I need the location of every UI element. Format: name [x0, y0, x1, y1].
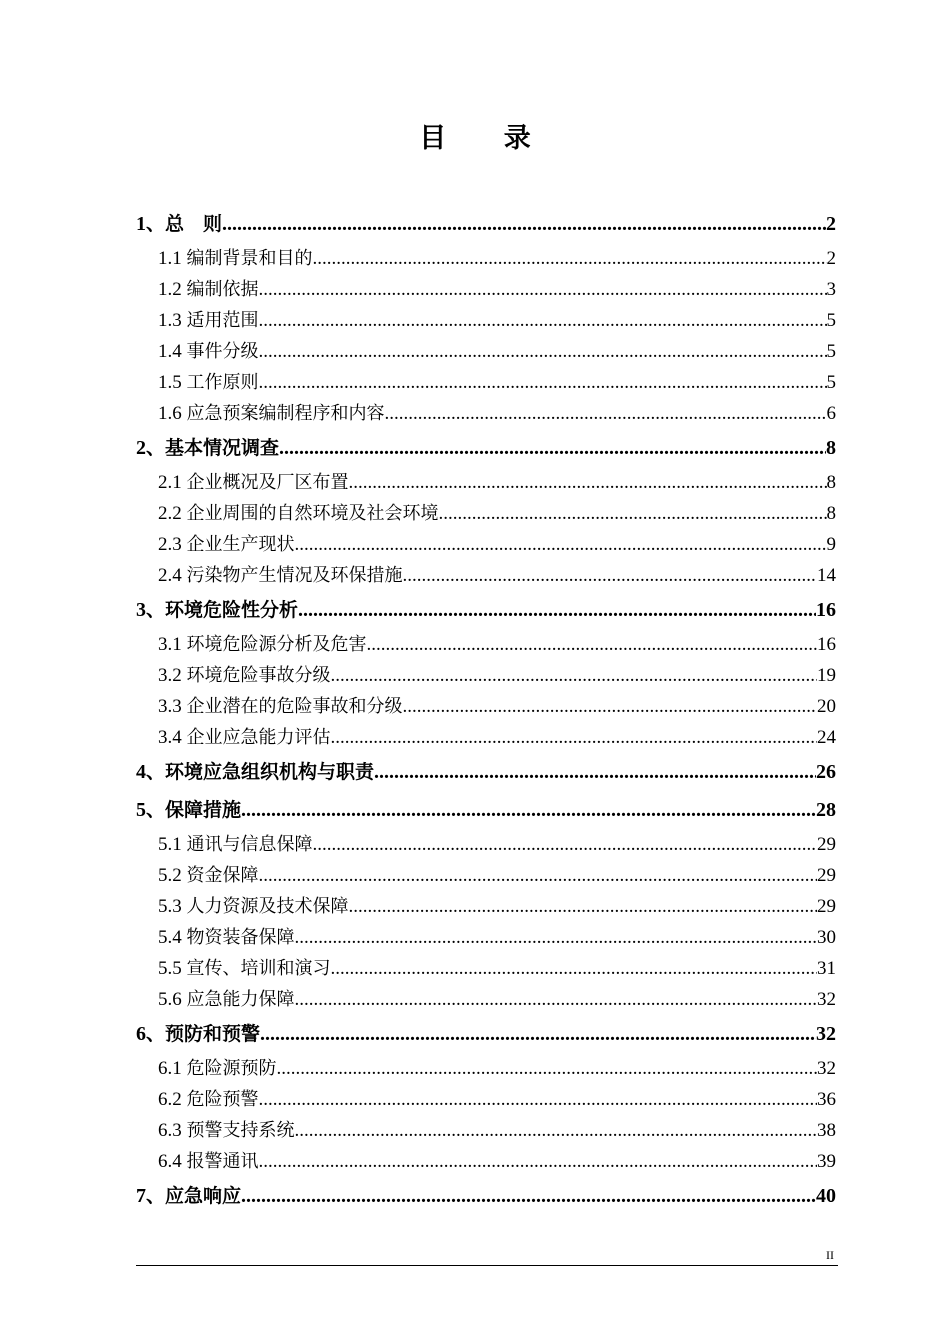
- toc-dot-leader: [259, 274, 827, 305]
- toc-page-number: 32: [816, 1023, 836, 1045]
- toc-entry-text: 报警通讯: [186, 1151, 259, 1172]
- toc-dot-leader: [298, 591, 816, 629]
- toc-dot-leader: [277, 1053, 818, 1084]
- toc-page-number: 16: [816, 599, 836, 621]
- toc-entry-text: 资金保障: [186, 865, 259, 886]
- toc-entry-number: 3.4: [158, 727, 187, 748]
- toc-dot-leader: [374, 753, 816, 791]
- toc-dot-leader: [279, 429, 826, 467]
- toc-section-entry[interactable]: [136, 367, 836, 398]
- toc-entry-number: 1.2: [158, 279, 187, 300]
- toc-dot-leader: [439, 498, 827, 529]
- toc-entry-label: [158, 1115, 295, 1146]
- toc-page-number: 31: [817, 958, 836, 979]
- toc-entry-number: 2.3: [158, 534, 187, 555]
- toc-entry-text: 人力资源及技术保障: [186, 896, 349, 917]
- toc-entry-label: [158, 1084, 259, 1115]
- toc-entry-label: [158, 560, 403, 591]
- toc-entry-label: [158, 1053, 277, 1084]
- toc-entry-label: [158, 1146, 259, 1177]
- toc-dot-leader: [259, 860, 818, 891]
- toc-page-number: 14: [817, 565, 836, 586]
- toc-dot-leader: [295, 1115, 818, 1146]
- toc-entry-number: 5.4: [158, 927, 187, 948]
- toc-entry-label: [136, 1015, 260, 1053]
- toc-chapter-entry[interactable]: [136, 753, 836, 791]
- toc-section-entry[interactable]: [136, 922, 836, 953]
- toc-entry-number: 6.1: [158, 1058, 187, 1079]
- toc-entry-number: 2.4: [158, 565, 187, 586]
- toc-entry-label: [158, 274, 259, 305]
- toc-page-number: 39: [817, 1151, 836, 1172]
- toc-entry-label: [158, 398, 385, 429]
- toc-page-number: 32: [817, 989, 836, 1010]
- toc-entry-label: [158, 860, 259, 891]
- toc-entry-label: [136, 205, 222, 243]
- toc-entry-text: 企业概况及厂区布置: [186, 472, 349, 493]
- page-title: 目 录: [419, 123, 555, 154]
- toc-entry-number: 2: [136, 437, 146, 459]
- toc-page-number: 19: [817, 665, 836, 686]
- toc-entry-text: 、基本情况调查: [146, 437, 280, 459]
- toc-entry-text: 工作原则: [186, 372, 259, 393]
- toc-page-number: 26: [816, 761, 836, 783]
- toc-entry-text: 适用范围: [186, 310, 259, 331]
- toc-dot-leader: [313, 829, 818, 860]
- toc-entry-label: [136, 429, 279, 467]
- toc-dot-leader: [331, 660, 818, 691]
- toc-section-entry[interactable]: [136, 336, 836, 367]
- toc-entry-text: 危险预警: [186, 1089, 259, 1110]
- toc-page-number: 8: [826, 437, 836, 459]
- toc-entry-text: 、应急响应: [146, 1185, 242, 1207]
- toc-section-entry[interactable]: [136, 560, 836, 591]
- toc-entry-number: 2.1: [158, 472, 187, 493]
- toc-dot-leader: [403, 691, 818, 722]
- toc-entry-number: 1: [136, 213, 146, 235]
- toc-dot-leader: [259, 305, 827, 336]
- toc-entry-text: 编制背景和目的: [186, 248, 313, 269]
- toc-section-entry[interactable]: [136, 1084, 836, 1115]
- toc-section-entry[interactable]: [136, 953, 836, 984]
- toc-entry-label: [136, 791, 241, 829]
- toc-entry-label: [158, 529, 295, 560]
- page-number: II: [826, 1248, 834, 1262]
- toc-dot-leader: [349, 891, 818, 922]
- toc-section-entry[interactable]: [136, 660, 836, 691]
- toc-dot-leader: [403, 560, 818, 591]
- toc-entry-number: 1.3: [158, 310, 187, 331]
- toc-entry-label: [136, 753, 374, 791]
- toc-page-number: 38: [817, 1120, 836, 1141]
- toc-section-entry[interactable]: [136, 629, 836, 660]
- toc-entry-label: [158, 660, 331, 691]
- toc-entry-label: [158, 336, 259, 367]
- toc-section-entry[interactable]: [136, 1146, 836, 1177]
- toc-section-entry[interactable]: [136, 984, 836, 1015]
- toc-section-entry[interactable]: [136, 860, 836, 891]
- toc-entry-number: 1.4: [158, 341, 187, 362]
- toc-dot-leader: [259, 1146, 818, 1177]
- toc-entry-label: [136, 591, 298, 629]
- toc-page-number: 5: [826, 310, 836, 331]
- toc-page-number: 8: [826, 503, 836, 524]
- toc-dot-leader: [295, 529, 827, 560]
- toc-page-number: 6: [826, 403, 836, 424]
- toc-entry-number: 5.2: [158, 865, 187, 886]
- toc-entry-number: 1.6: [158, 403, 187, 424]
- toc-section-entry[interactable]: [136, 1053, 836, 1084]
- toc-chapter-entry[interactable]: [136, 1177, 836, 1215]
- toc-dot-leader: [259, 1084, 818, 1115]
- toc-page-number: 2: [826, 213, 836, 235]
- toc-entry-number: 6.3: [158, 1120, 187, 1141]
- toc-entry-label: [158, 922, 295, 953]
- toc-page-number: 30: [817, 927, 836, 948]
- toc-page-number: 24: [817, 727, 836, 748]
- toc-entry-text: 企业周围的自然环境及社会环境: [186, 503, 439, 524]
- toc-entry-text: 通讯与信息保障: [186, 834, 313, 855]
- toc-section-entry[interactable]: [136, 498, 836, 529]
- toc-page-number: 2: [826, 248, 836, 269]
- toc-entry-label: [158, 305, 259, 336]
- toc-section-entry[interactable]: [136, 529, 836, 560]
- toc-dot-leader: [349, 467, 827, 498]
- toc-dot-leader: [259, 336, 827, 367]
- toc-entry-number: 5.1: [158, 834, 187, 855]
- toc-entry-text: 企业生产现状: [186, 534, 295, 555]
- toc-dot-leader: [385, 398, 827, 429]
- table-of-contents: [136, 205, 836, 1215]
- toc-dot-leader: [331, 722, 818, 753]
- toc-entry-text: 应急能力保障: [186, 989, 295, 1010]
- toc-page-number: 3: [826, 279, 836, 300]
- toc-entry-number: 5.3: [158, 896, 187, 917]
- toc-entry-number: 5.5: [158, 958, 187, 979]
- toc-dot-leader: [295, 922, 818, 953]
- toc-page-number: 29: [817, 834, 836, 855]
- toc-entry-text: 、环境危险性分析: [146, 599, 299, 621]
- toc-entry-number: 1.5: [158, 372, 187, 393]
- toc-section-entry[interactable]: [136, 274, 836, 305]
- toc-entry-label: [158, 629, 367, 660]
- toc-page-number: 29: [817, 865, 836, 886]
- toc-page-number: 28: [816, 799, 836, 821]
- toc-chapter-entry[interactable]: [136, 205, 836, 243]
- toc-entry-number: 6: [136, 1023, 146, 1045]
- toc-entry-label: [158, 243, 313, 274]
- toc-entry-label: [158, 498, 439, 529]
- toc-section-entry[interactable]: [136, 398, 836, 429]
- toc-entry-number: 1.1: [158, 248, 187, 269]
- toc-dot-leader: [331, 953, 818, 984]
- toc-dot-leader: [222, 205, 826, 243]
- toc-dot-leader: [241, 791, 816, 829]
- toc-entry-number: 3.1: [158, 634, 187, 655]
- toc-entry-text: 、环境应急组织机构与职责: [146, 761, 375, 783]
- toc-entry-number: 5.6: [158, 989, 187, 1010]
- toc-entry-text: 企业潜在的危险事故和分级: [186, 696, 403, 717]
- toc-page-number: 40: [816, 1185, 836, 1207]
- toc-chapter-entry[interactable]: [136, 791, 836, 829]
- toc-entry-label: [158, 984, 295, 1015]
- toc-entry-text: 事件分级: [186, 341, 259, 362]
- toc-entry-label: [158, 829, 313, 860]
- toc-page-number: 16: [817, 634, 836, 655]
- footer-divider: [136, 1265, 838, 1266]
- toc-chapter-entry[interactable]: [136, 591, 836, 629]
- toc-dot-leader: [313, 243, 827, 274]
- toc-entry-label: [158, 953, 331, 984]
- toc-entry-number: 3.3: [158, 696, 187, 717]
- toc-entry-text: 预警支持系统: [186, 1120, 295, 1141]
- toc-entry-number: 5: [136, 799, 146, 821]
- toc-entry-text: 环境危险事故分级: [186, 665, 331, 686]
- toc-entry-label: [158, 467, 349, 498]
- toc-entry-number: 6.2: [158, 1089, 187, 1110]
- toc-entry-text: 危险源预防: [186, 1058, 277, 1079]
- toc-section-entry[interactable]: [136, 467, 836, 498]
- toc-dot-leader: [259, 367, 827, 398]
- toc-dot-leader: [241, 1177, 816, 1215]
- toc-dot-leader: [295, 984, 818, 1015]
- toc-dot-leader: [367, 629, 818, 660]
- toc-entry-number: 7: [136, 1185, 146, 1207]
- toc-section-entry[interactable]: [136, 891, 836, 922]
- toc-entry-number: 2.2: [158, 503, 187, 524]
- toc-page-number: 5: [826, 341, 836, 362]
- toc-section-entry[interactable]: [136, 722, 836, 753]
- toc-chapter-entry[interactable]: [136, 429, 836, 467]
- toc-page-number: 8: [826, 472, 836, 493]
- toc-section-entry[interactable]: [136, 305, 836, 336]
- toc-dot-leader: [260, 1015, 816, 1053]
- toc-page-number: 29: [817, 896, 836, 917]
- toc-entry-text: 物资装备保障: [186, 927, 295, 948]
- toc-entry-number: 3: [136, 599, 146, 621]
- toc-entry-label: [158, 691, 403, 722]
- toc-entry-text: 环境危险源分析及危害: [186, 634, 367, 655]
- toc-section-entry[interactable]: [136, 1115, 836, 1146]
- toc-entry-text: 、预防和预警: [146, 1023, 261, 1045]
- toc-entry-text: 污染物产生情况及环保措施: [186, 565, 403, 586]
- toc-page-number: 9: [826, 534, 836, 555]
- toc-entry-label: [136, 1177, 241, 1215]
- toc-entry-text: 编制依据: [186, 279, 259, 300]
- toc-page-number: 20: [817, 696, 836, 717]
- toc-entry-text: 、总 则: [146, 213, 223, 235]
- toc-entry-number: 3.2: [158, 665, 187, 686]
- toc-entry-text: 、保障措施: [146, 799, 242, 821]
- toc-entry-label: [158, 367, 259, 398]
- toc-entry-text: 应急预案编制程序和内容: [186, 403, 385, 424]
- toc-section-entry[interactable]: [136, 829, 836, 860]
- toc-entry-label: [158, 722, 331, 753]
- toc-entry-number: 4: [136, 761, 146, 783]
- toc-entry-text: 企业应急能力评估: [186, 727, 331, 748]
- toc-entry-number: 6.4: [158, 1151, 187, 1172]
- toc-entry-label: [158, 891, 349, 922]
- toc-page-number: 36: [817, 1089, 836, 1110]
- toc-chapter-entry[interactable]: [136, 1015, 836, 1053]
- toc-section-entry[interactable]: [136, 691, 836, 722]
- toc-page-number: 5: [826, 372, 836, 393]
- toc-entry-text: 宣传、培训和演习: [186, 958, 331, 979]
- toc-section-entry[interactable]: [136, 243, 836, 274]
- toc-page-number: 32: [817, 1058, 836, 1079]
